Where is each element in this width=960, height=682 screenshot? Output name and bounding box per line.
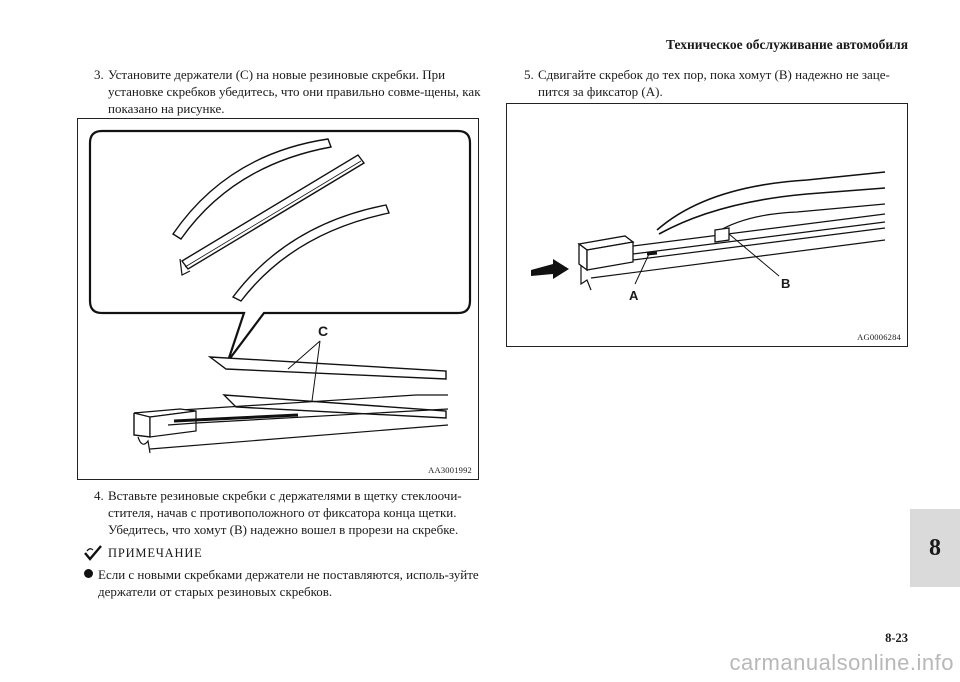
step-5 [524, 66, 914, 100]
clamp-b [715, 228, 729, 242]
watermark: carmanualsonline.info [729, 650, 954, 675]
figure-code-left: AA3001992 [428, 465, 472, 475]
step-number: 3. [94, 67, 104, 82]
page-header-title: Техническое обслуживание автомобиля [666, 37, 908, 52]
step-number: 4. [94, 488, 104, 503]
page-number: 8-23 [885, 631, 908, 645]
note-heading-text: ПРИМЕЧАНИЕ [108, 545, 203, 560]
note-heading [84, 545, 203, 561]
holder-upper-assembled [210, 357, 446, 379]
step-text: Вставьте резиновые скребки с держателями в щетку стеклоочи-стителя, начав с противоположного от фиксатора конца щетки. Убедитесь, что хомут (В) надежно вошел в прорези на скребке. [108, 488, 462, 537]
figure-wiper-holders [77, 118, 479, 480]
label-b: B [781, 276, 791, 291]
note-text: Если с новыми скребками держатели не поставляются, исполь-зуйте держатели от старых резиновых скребков. [98, 567, 479, 599]
step-text: Установите держатели (С) на новые резиновые скребки. При установке скребков убедитесь, что они правильно совме-щены, как показано на рисунке. [108, 67, 481, 116]
wiper-holders-illustration [78, 119, 478, 479]
step-text: Сдвигайте скребок до тех пор, пока хомут (В) надежно не заце-пится за фиксатор (А). [538, 67, 890, 99]
figure-code-right: AG0006284 [857, 332, 901, 342]
chapter-tab: 8 [910, 509, 960, 587]
push-arrow-icon [531, 259, 569, 279]
callout-c: C [318, 323, 329, 339]
bullet-icon [84, 569, 93, 578]
figure-wiper-latch [506, 103, 908, 347]
detail-bubble [90, 131, 470, 361]
note-check-icon [84, 545, 102, 561]
label-a: A [629, 288, 639, 303]
step-4 [94, 487, 484, 538]
wiper-latch-illustration [507, 104, 907, 346]
holder-lower-assembled [224, 395, 446, 418]
step-3 [94, 66, 484, 117]
step-number: 5. [524, 67, 534, 82]
note-body [84, 566, 484, 600]
